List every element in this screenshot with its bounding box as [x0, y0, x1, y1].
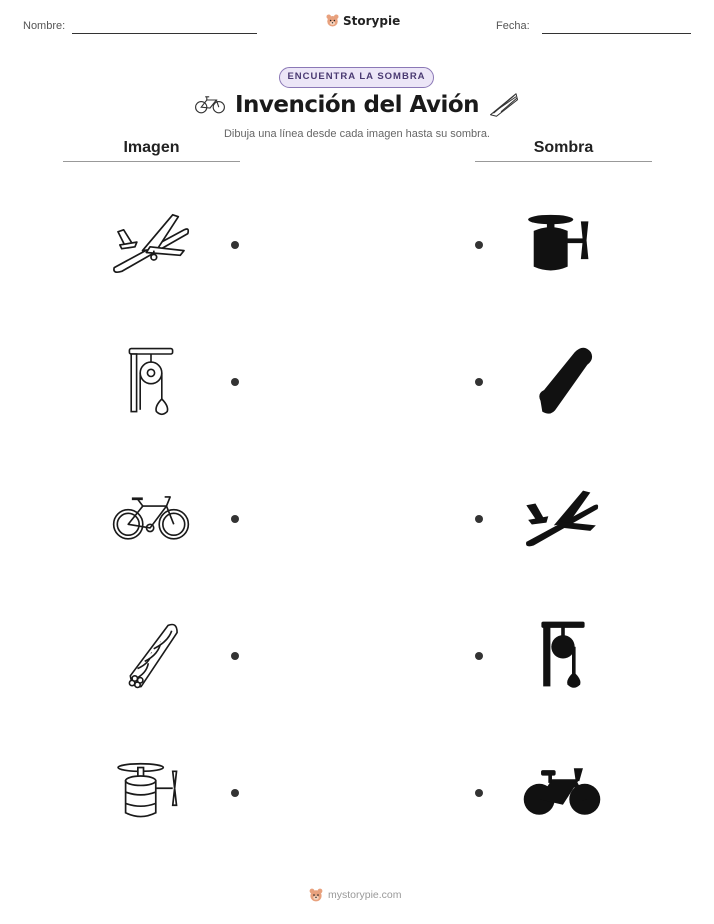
bicycle-shadow-icon	[521, 764, 603, 820]
footer-url[interactable]: mystorypie.com	[328, 889, 402, 901]
column-underline-image	[63, 161, 240, 162]
activity-badge: ENCUENTRA LA SOMBRA	[279, 67, 434, 88]
glider-sketch-icon	[489, 91, 519, 119]
left-dot-4[interactable]	[231, 652, 239, 660]
instructions: Dibuja una línea desde cada imagen hasta su sombra.	[223, 128, 490, 140]
left-dot-1[interactable]	[231, 241, 239, 249]
right-dot-1[interactable]	[475, 241, 483, 249]
brand-logo	[325, 13, 400, 28]
left-dot-3[interactable]	[231, 515, 239, 523]
left-dot-5[interactable]	[231, 789, 239, 797]
name-field[interactable]	[72, 33, 257, 34]
column-underline-shadow	[475, 161, 652, 162]
right-dot-3[interactable]	[475, 515, 483, 523]
airplane-outline-icon	[108, 211, 194, 277]
column-header-shadow: Sombra	[533, 139, 594, 156]
bicycle-outline-icon	[110, 489, 192, 545]
engine-propeller-outline-icon	[113, 760, 191, 826]
pulley-shadow-icon	[536, 616, 590, 692]
bear-icon	[308, 887, 324, 903]
pulley-outline-icon	[124, 343, 178, 419]
engine-propeller-shadow-icon	[522, 212, 602, 278]
left-dot-2[interactable]	[231, 378, 239, 386]
right-dot-5[interactable]	[475, 789, 483, 797]
airplane-shadow-icon	[519, 487, 605, 551]
right-dot-4[interactable]	[475, 652, 483, 660]
right-dot-2[interactable]	[475, 378, 483, 386]
name-label: Nombre:	[23, 20, 66, 32]
footer	[308, 887, 402, 903]
bear-icon	[325, 13, 340, 28]
rope-shadow-icon	[528, 345, 598, 417]
brand-name: Storypie	[343, 13, 401, 28]
page-title: Invención del Avión	[234, 92, 480, 118]
rope-outline-icon	[116, 620, 186, 692]
date-label: Fecha:	[496, 20, 530, 32]
date-field[interactable]	[542, 33, 691, 34]
column-header-image: Imagen	[123, 139, 180, 156]
